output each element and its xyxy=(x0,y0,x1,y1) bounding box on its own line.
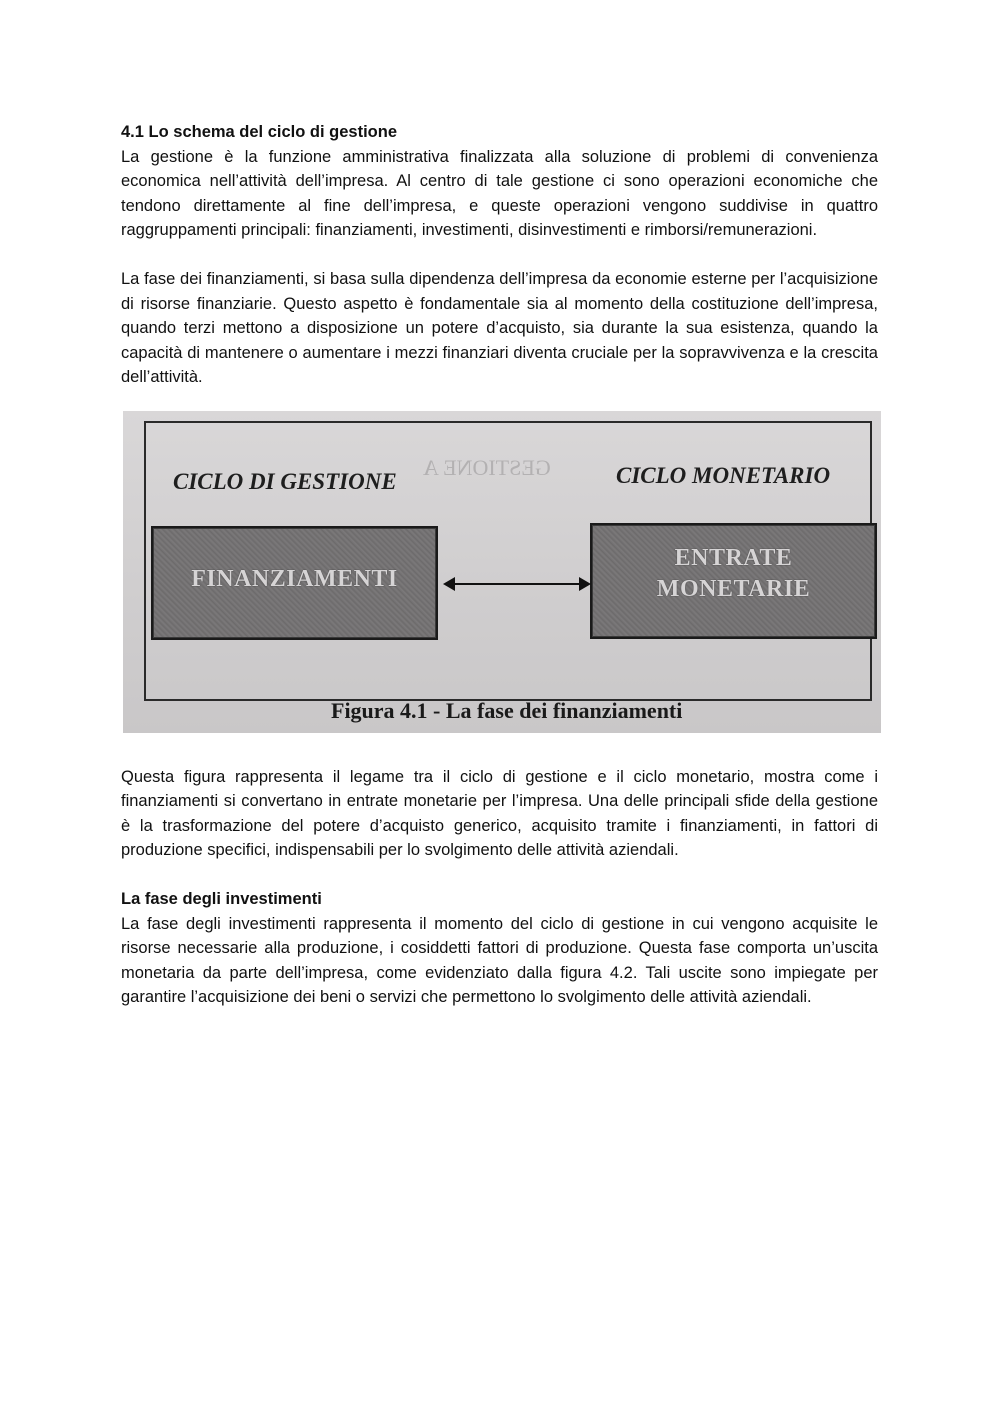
figure-explanation-paragraph: Questa figura rappresenta il legame tra il ciclo di gestione e il ciclo monetario, mostra come i finanziamenti si convertano in entrate monetarie per l’impresa. Una delle principali sfide della gestione è la trasformazione del potere d’acquisto generico, acquisito tramite i finanziamenti, in fattori di produzione specifici, indispensabili per lo svolgimento delle attività aziendali. xyxy=(121,767,878,859)
monetary-inflow-label-2: MONETARIE xyxy=(656,575,811,602)
left-figure-title: CICLO DI GESTIONE xyxy=(173,468,397,494)
subsection-heading: La fase degli investimenti xyxy=(121,890,322,908)
right-figure-title: CICLO MONETARIO xyxy=(616,462,831,488)
investment-paragraph: La fase degli investimenti rappresenta il momento del ciclo di gestione in cui vengono acquisite le risorse necessarie alla produzione, i cosiddetti fattori di produzione. Questa fase comporta un’uscita monetaria da parte dell’impresa, come evidenziato dalla figura 4.2. Tali uscite sono impiegate per garantire l’acquisizione dei beni o servizi che permettono lo svolgimento delle attività aziendali. xyxy=(121,914,878,1006)
monetary-inflow-label-1: ENTRATE xyxy=(674,544,793,571)
figure-4-1 xyxy=(123,411,881,733)
financing-paragraph: La fase dei finanziamenti, si basa sulla dipendenza dell’impresa da economie esterne per l’acquisizione di risorse finanziarie. Questo aspetto è fondamentale sia al momento della costituzione dell’impresa, quando terzi mettono a disposizione un potere d’acquisto, sia durante la sua esistenza, quando la capacità di mantenere o aumentare i mezzi finanziari diventa cruciale per la sopravvivenza e la crescita dell’attività. xyxy=(121,270,878,386)
bleed-through-text: GESTIONE A xyxy=(423,454,551,480)
figure-caption: Figura 4.1 - La fase dei finanziamenti xyxy=(331,697,683,723)
section-heading: 4.1 Lo schema del ciclo di gestione xyxy=(121,123,398,141)
double-arrow xyxy=(453,583,579,585)
arrow-right-head xyxy=(579,577,591,591)
arrow-left-head xyxy=(443,577,455,591)
document-page xyxy=(121,120,878,1010)
intro-paragraph: La gestione è la funzione amministrativa finalizzata alla soluzione di problemi di convenienza economica nell’attività dell’impresa. Al centro di tale gestione ci sono operazioni economiche che tendono direttamente al fine dell’impresa, e queste operazioni vengono suddivise in quattro raggruppamenti principali: finanziamenti, investimenti, disinvestimenti e rimborsi/remunerazioni. xyxy=(121,147,878,239)
financing-box-label: FINANZIAMENTI xyxy=(191,565,398,592)
